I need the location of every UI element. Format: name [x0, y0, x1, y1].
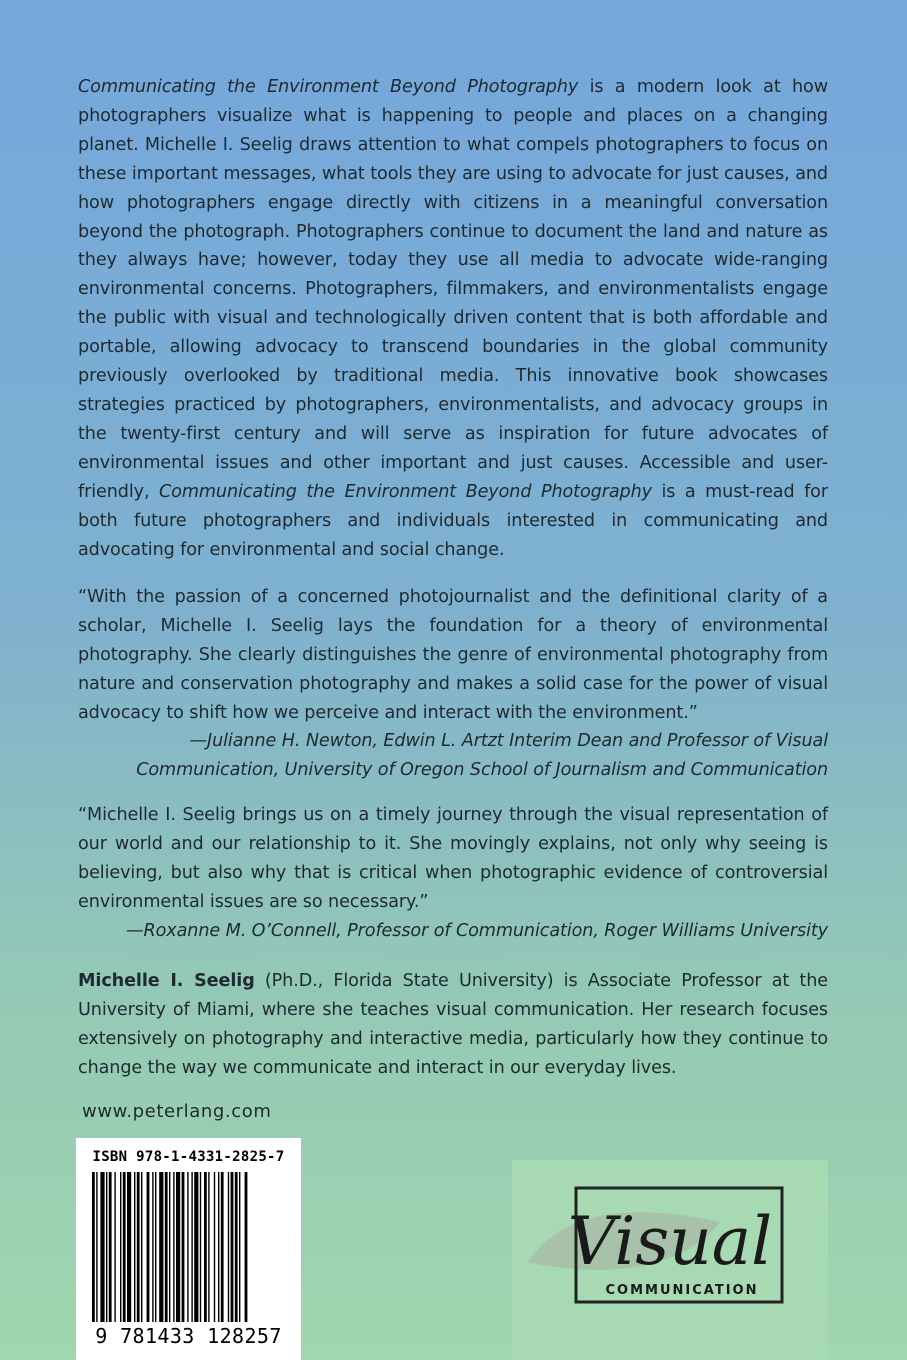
barcode-bar — [137, 1172, 140, 1322]
endorsement-quote-text: “Michelle I. Seelig brings us on a timely journey through the visual representation of our world and our relationship to it. She movingly explains, not only why seeing is believing, but also why that is critical when photographic evidence of controversial environmental issues are so necessary.” — [78, 805, 828, 912]
barcode-bar — [127, 1172, 131, 1322]
barcode-bar — [218, 1172, 219, 1322]
barcode-bar — [208, 1172, 209, 1322]
barcode-bar — [159, 1172, 163, 1322]
logo-subtitle: COMMUNICATION — [605, 1283, 759, 1298]
barcode-bar — [165, 1172, 168, 1322]
barcode-bar — [187, 1172, 188, 1322]
visual-communication-logo — [520, 1182, 790, 1307]
attribution-line: —Julianne H. Newton, Edwin L. Artzt Interim Dean and Professor of Visual — [189, 731, 828, 751]
book-title-italic: Communicating the Environment Beyond Photography — [159, 481, 652, 502]
barcode-bar — [204, 1172, 207, 1322]
barcode-bar — [176, 1172, 180, 1322]
attribution-line: —Roxanne M. O’Connell, Professor of Communication, Roger Williams University — [126, 921, 828, 941]
description-text: is a modern look at how photographers visualize what is happening to people and places on a changing planet. Michelle I. Seelig draws attention to what compels photographers to focus on these important messages, what tools they are using to advocate for just causes, and how photographers engage directly with citizens in a meaningful conversation beyond the photograph. Photographers continue to document the land and nature as they always have; however, today they use all media to advocate wide-ranging environmental concerns. Photographers, filmmakers, and environmentalists engage the public with visual and technologically driven content that is both affordable and portable, allowing advocacy to transcend boundaries in the global community previously overlooked by traditional media. This innovative book showcases strategies practiced by photographers, environmentalists, and advocacy groups in the twenty-first century and will serve as inspiration for future advocates of environmental issues and other important and just causes. Accessible and user-friendly, — [78, 77, 828, 502]
barcode-bar — [123, 1172, 126, 1322]
barcode-bar — [106, 1172, 107, 1322]
publisher-website[interactable]: www.peterlang.com — [82, 1101, 272, 1122]
barcode-bar — [235, 1172, 238, 1322]
barcode-digits: 9 781433 128257 — [95, 1324, 282, 1348]
barcode-bar — [147, 1172, 150, 1322]
isbn-barcode — [76, 1138, 301, 1360]
isbn-label: ISBN 978-1-4331-2825-7 — [92, 1149, 285, 1165]
barcode-bar — [120, 1172, 121, 1322]
barcode-bar — [100, 1172, 104, 1322]
barcode-bar — [194, 1172, 198, 1322]
book-description — [78, 73, 828, 564]
author-bio — [78, 967, 828, 1083]
barcode-bars — [92, 1172, 285, 1322]
barcode-bar — [109, 1172, 112, 1322]
endorsement-attribution — [78, 727, 828, 785]
barcode-bar — [214, 1172, 215, 1322]
barcode-bar — [141, 1172, 142, 1322]
barcode-bar — [228, 1172, 229, 1322]
barcode-bar — [114, 1172, 115, 1322]
description-text: is a must-read for both future photographers and individuals interested in communicating and advocating for environmental and social change. — [78, 481, 828, 560]
bio-text: (Ph.D., Florida State University) is Associate Professor at the University of Miami, where she teaches visual communication. Her research focuses extensively on photography and interactive media, particularly how they continue to change the way we communicate and interact in our everyday lives. — [78, 971, 828, 1078]
author-name: Michelle I. Seelig — [78, 971, 255, 991]
barcode-bar — [231, 1172, 234, 1322]
barcode-bar — [191, 1172, 192, 1322]
barcode-bar — [134, 1172, 135, 1322]
barcode-bar — [155, 1172, 156, 1322]
barcode-bar — [245, 1172, 248, 1322]
barcode-bar — [96, 1172, 97, 1322]
endorsement-attribution — [78, 917, 828, 946]
logo-word: Visual — [567, 1203, 773, 1280]
barcode-bar — [152, 1172, 153, 1322]
barcode-bar — [169, 1172, 170, 1322]
barcode-bar — [92, 1172, 95, 1322]
barcode-bar — [221, 1172, 224, 1322]
endorsement-quote-text: “With the passion of a concerned photojournalist and the definitional clarity of a scholar, Michelle I. Seelig lays the foundation for a theory of environmental photography. She clearly distinguishes the genre of environmental photography from nature and conservation photography and makes a solid case for the power of visual advocacy to shift how we perceive and interact with the environment.” — [78, 587, 828, 723]
book-title-italic: Communicating the Environment Beyond Photography — [78, 77, 579, 97]
barcode-bar — [173, 1172, 174, 1322]
barcode-bar — [200, 1172, 201, 1322]
attribution-line: Communication, University of Oregon School of Journalism and Communication — [136, 759, 828, 780]
endorsement-quote — [78, 801, 828, 917]
endorsement-quote — [78, 583, 828, 728]
barcode-bar — [182, 1172, 185, 1322]
barcode-bar — [239, 1172, 240, 1322]
